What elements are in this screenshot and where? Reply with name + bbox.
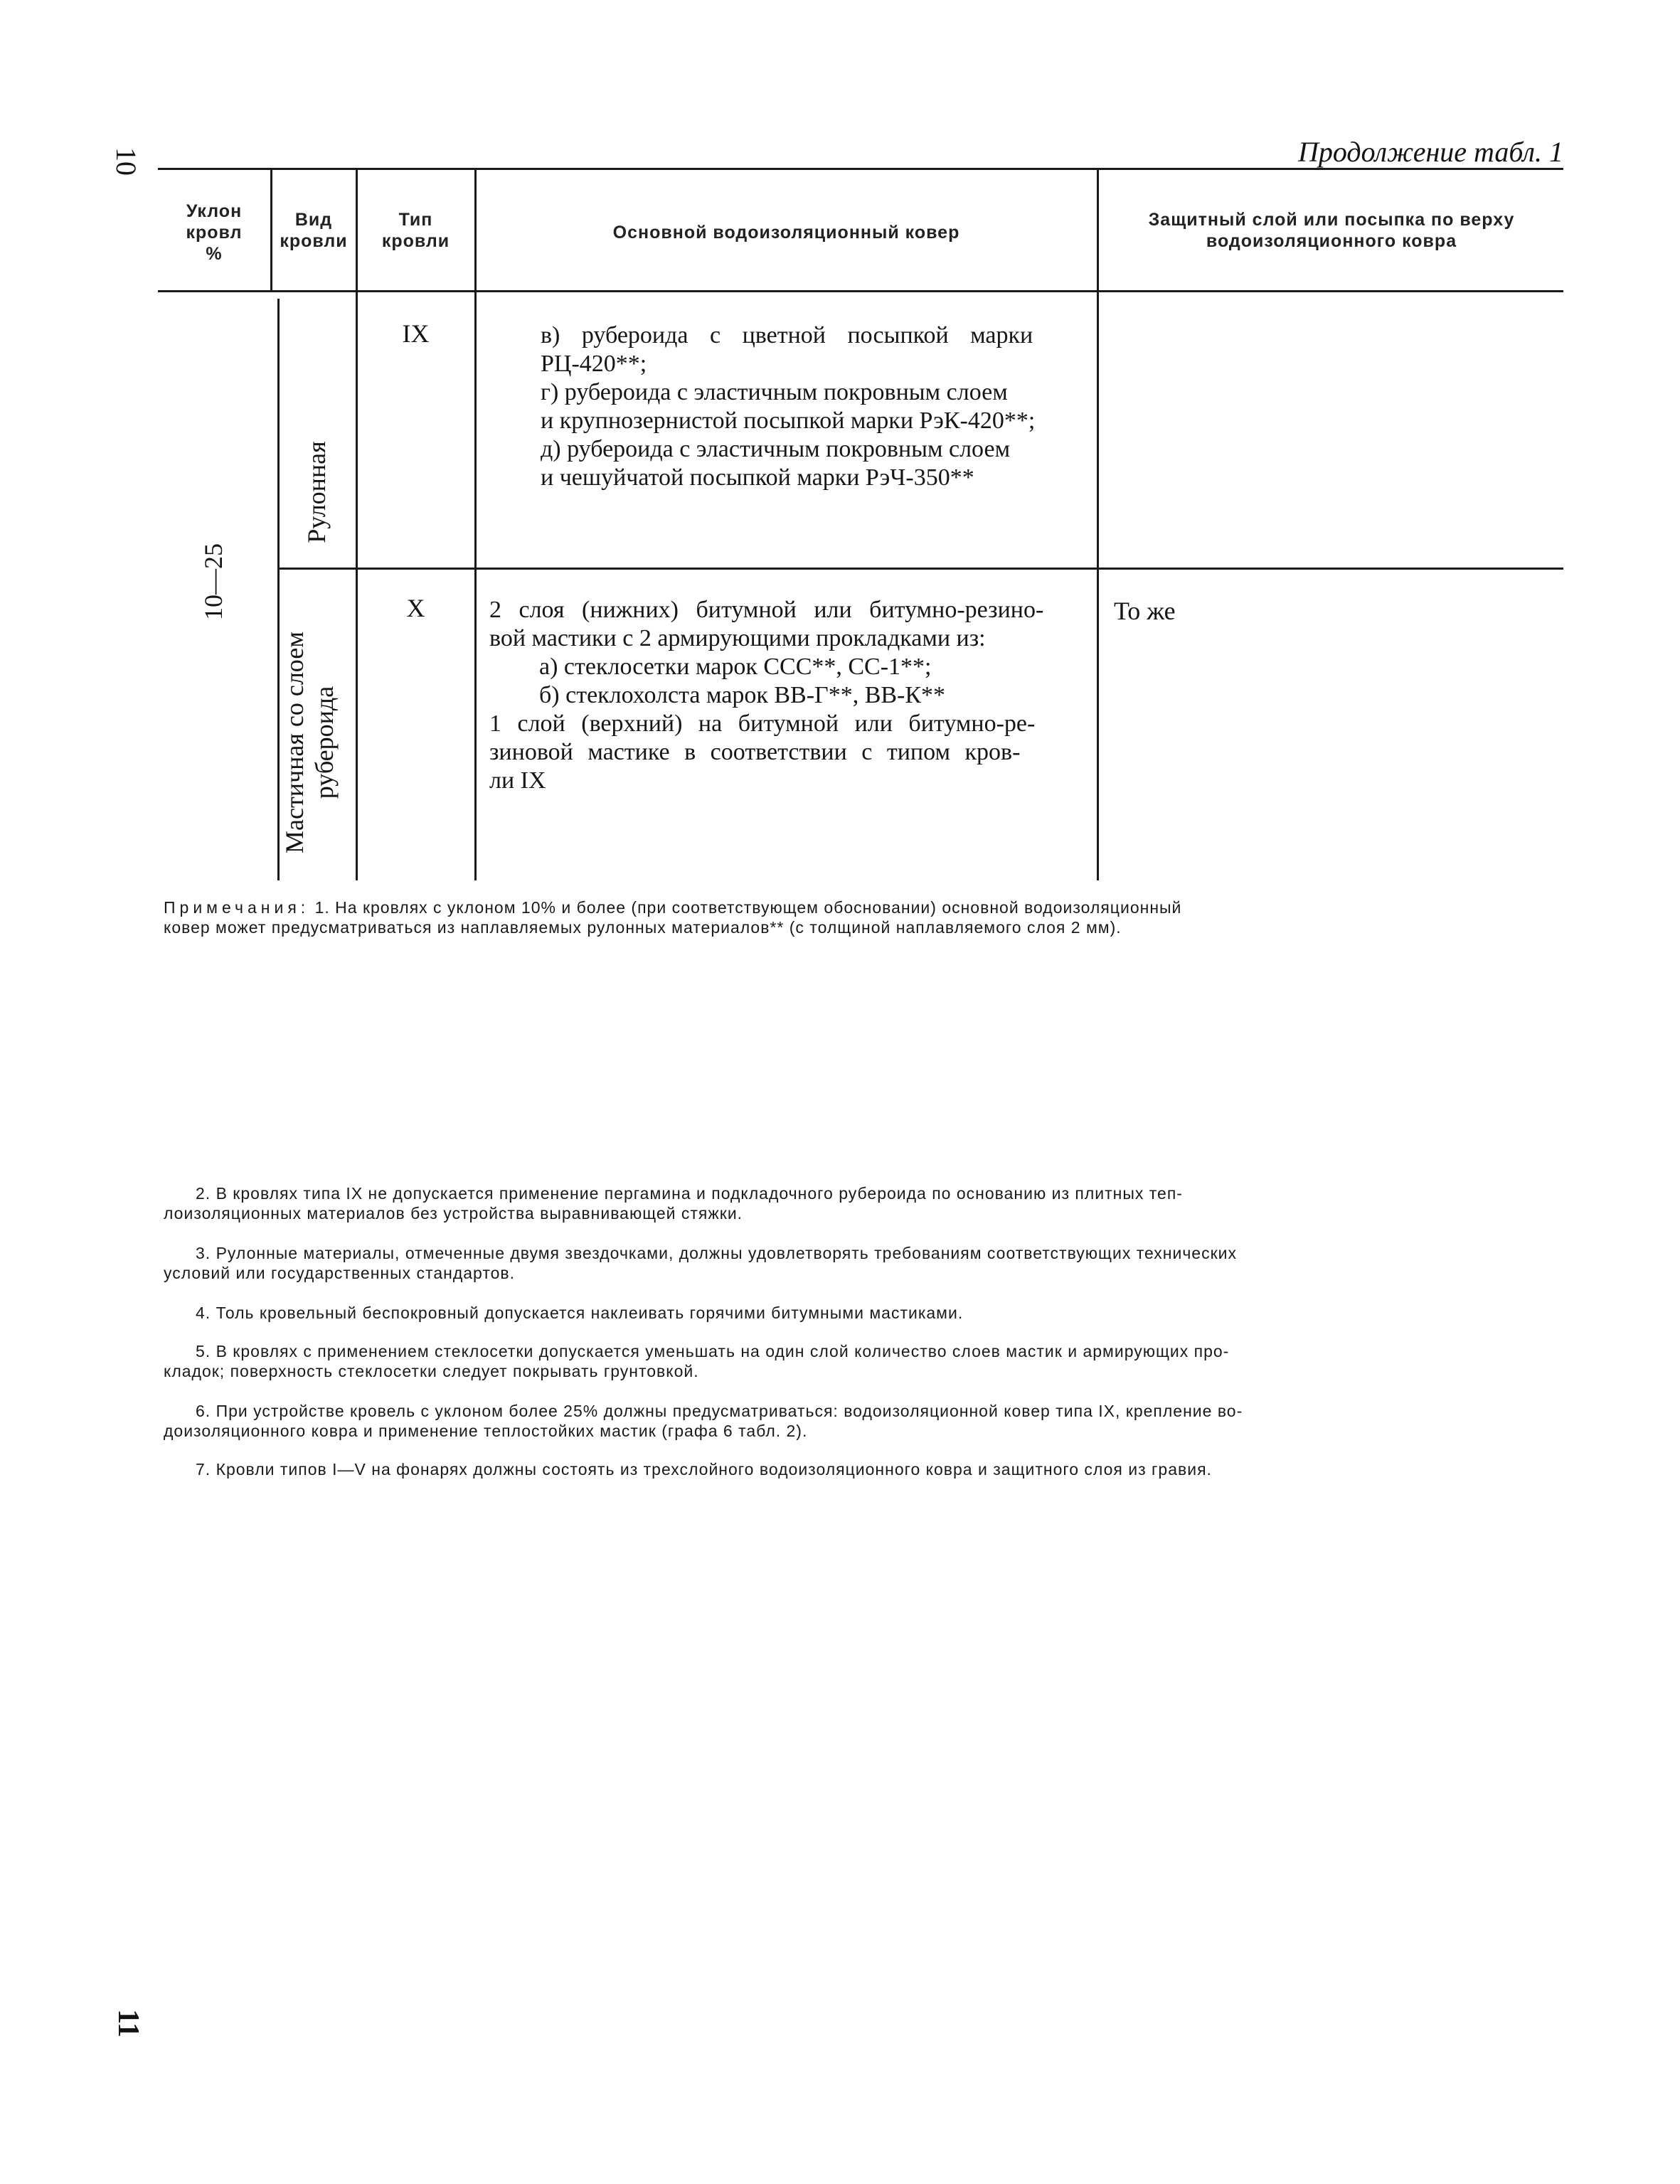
note-6-line2: доизоляционного ковра и применение теплостойких мастик (графа 6 табл. 2). [164, 1422, 808, 1440]
page-number-bottom: 11 [112, 2009, 144, 2037]
header-roof-type [357, 209, 474, 252]
note-3 [164, 1243, 1572, 1283]
table-top-rule [158, 168, 1563, 170]
carpet-row2-line1: 2 слоя (нижних) битумной или битумно-резино- [489, 597, 1044, 623]
note-5 [164, 1341, 1572, 1381]
header-protective-layer [1100, 209, 1563, 252]
protective-row2: То же [1114, 597, 1176, 625]
note-3-line1: 3. Рулонные материалы, отмеченные двумя звездочками, должны удовлетворять требованиям соответствующих технических [196, 1244, 1238, 1262]
carpet-row2-line2: вой мастики с 2 армирующими прокладками из: [489, 625, 986, 651]
header-slope [158, 201, 270, 265]
carpet-row1-line5: д) рубероида с эластичным покровным слоем [541, 436, 1011, 462]
header-protective-line2: водоизоляционного ковра [1206, 231, 1457, 251]
note-3-line2: условий или государственных стандартов. [164, 1264, 515, 1282]
roof-kind-mastic-line2: рубероида [310, 686, 339, 799]
carpet-row1-line1: в) рубероида с цветной посыпкой марки [541, 322, 1033, 348]
col-divider-3 [474, 168, 477, 880]
table-continuation-title: Продолжение табл. 1 [1297, 136, 1563, 168]
note-5-line1: 5. В кровлях с применением стеклосетки допускается уменьшать на один слой количество слоев мастик и армирующих про- [196, 1342, 1230, 1360]
page-number-top: 10 [110, 147, 142, 176]
header-roof-kind-line1: Вид [294, 210, 333, 230]
note-7 [164, 1459, 1572, 1479]
carpet-row2-line6: зиновой мастике в соответствии с типом кров- [489, 739, 1021, 765]
row-divider [277, 568, 1563, 570]
notes-label: Примечания: [164, 898, 310, 917]
roof-type-ix: IX [402, 319, 430, 348]
roof-kind-mastic [280, 622, 339, 863]
col-divider-4 [1097, 168, 1099, 880]
carpet-text-row1 [541, 321, 1095, 492]
carpet-row2-line7: ли IX [489, 767, 546, 794]
header-protective-line1: Защитный слой или посыпка по верху [1148, 210, 1515, 230]
roof-kind-rolled: Рулонная [302, 441, 331, 543]
roof-kind-mastic-line1: Мастичная со слоем [280, 632, 309, 853]
carpet-row2-line4: б) стеклохолста марок ВВ-Г**, ВВ-К** [539, 682, 946, 708]
note-2-line1: 2. В кровлях типа IX не допускается применение пергамина и подкладочного рубероида по основанию из плитных теп- [196, 1184, 1183, 1203]
note-2 [164, 1183, 1572, 1223]
header-slope-line1: Уклон [186, 201, 243, 221]
header-main-carpet: Основной водоизоляционный ковер [612, 223, 960, 243]
note-5-line2: кладок; поверхность стеклосетки следует покрывать грунтовкой. [164, 1362, 699, 1380]
note-1-line1: 1. На кровлях с уклоном 10% и более (при соответствующем обосновании) основной водоизоляционный [314, 898, 1182, 917]
note-7-line1: 7. Кровли типов I—V на фонарях должны состоять из трехслойного водоизоляционного ковра и защитного слоя из гравия. [196, 1460, 1212, 1479]
header-slope-line3: % [206, 244, 223, 264]
carpet-row2-line5: 1 слой (верхний) на битумной или битумно-ре- [489, 710, 1036, 737]
carpet-row1-line4: и крупнозернистой посыпкой марки РэК-420**; [541, 407, 1036, 434]
carpet-row1-line6: и чешуйчатой посыпкой марки РэЧ-350** [541, 464, 974, 491]
col-divider-2 [356, 168, 358, 880]
note-4 [164, 1303, 1572, 1323]
roof-type-x: X [406, 594, 425, 622]
carpet-row1-line3: г) рубероида с эластичным покровным слоем [541, 379, 1008, 405]
note-1 [164, 897, 1572, 937]
header-roof-kind-line2: кровли [280, 231, 348, 251]
carpet-row2-line3: а) стеклосетки марок ССС**, СС-1**; [539, 654, 932, 680]
carpet-row1-line2: РЦ-420**; [541, 351, 647, 377]
header-roof-type-line1: Тип [398, 210, 433, 230]
carpet-text-row2 [489, 596, 1095, 795]
header-bottom-rule [158, 290, 1563, 292]
slope-value: 10—25 [199, 543, 228, 620]
note-2-line2: лоизоляционных материалов без устройства выравнивающей стяжки. [164, 1204, 743, 1222]
note-6 [164, 1401, 1572, 1441]
header-slope-line2: кровл [186, 223, 243, 243]
note-4-line1: 4. Толь кровельный беспокровный допускается наклеивать горячими битумными мастиками. [196, 1304, 964, 1322]
header-roof-kind [272, 209, 356, 252]
note-1-line2: ковер может предусматриваться из наплавляемых рулонных материалов** (с толщиной наплавляемого слоя 2 мм). [164, 918, 1122, 937]
note-6-line1: 6. При устройстве кровель с уклоном более 25% должны предусматриваться: водоизоляционной ковер типа IX, крепление во- [196, 1402, 1243, 1420]
header-roof-type-line2: кровли [381, 231, 450, 251]
